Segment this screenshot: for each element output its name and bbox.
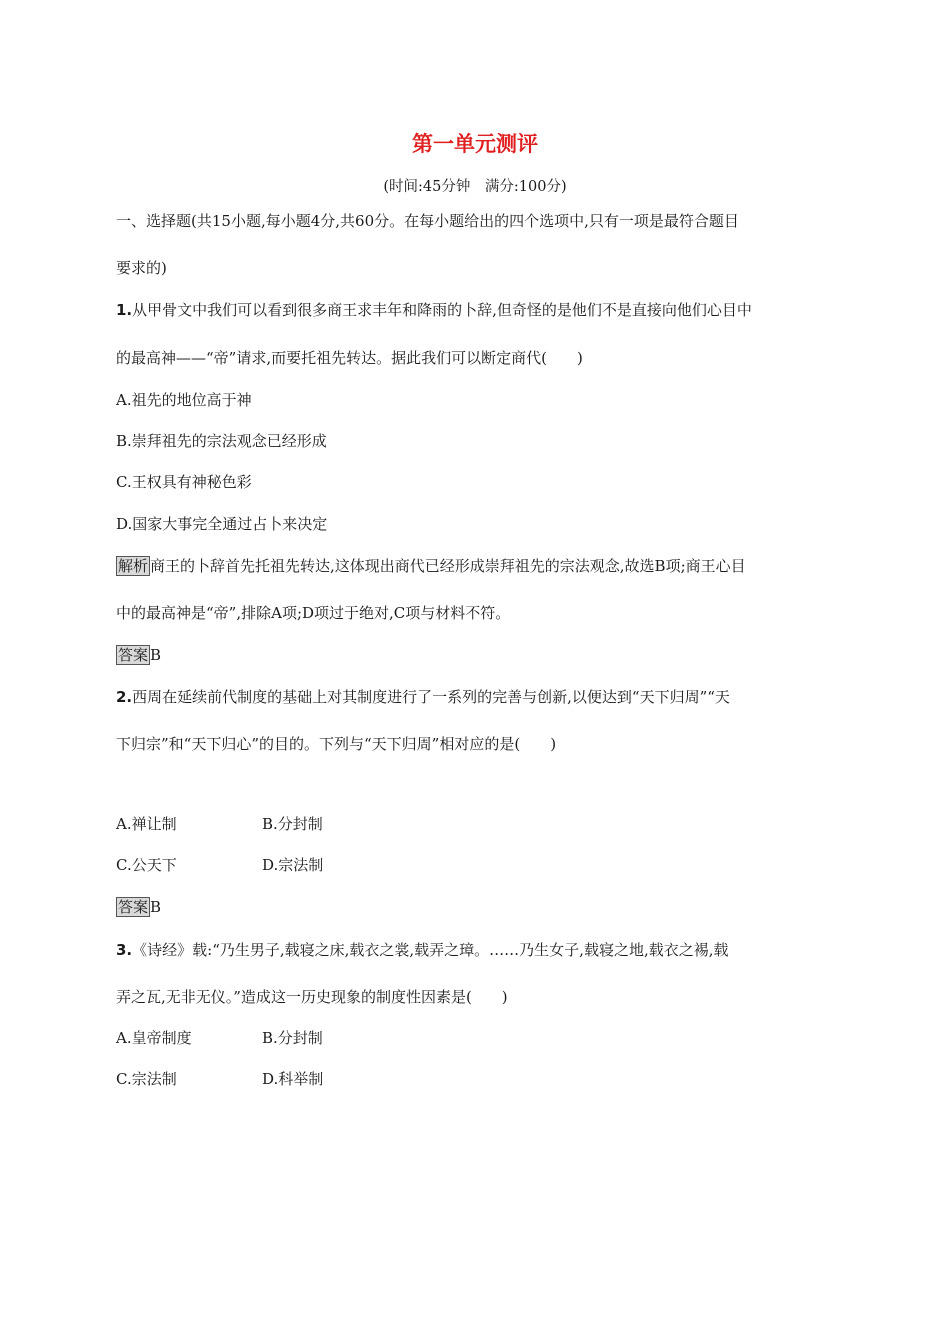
question-3-stem-line1 xyxy=(116,940,728,960)
question-2-option-a: A.禅让制 xyxy=(116,815,177,833)
question-number: 3. xyxy=(116,941,133,959)
question-3-options-row1 xyxy=(116,1028,192,1048)
answer-tag: 答案 xyxy=(118,646,149,664)
question-1-stem-line2: 的最高神——“帝”请求,而要托祖先转达。据此我们可以断定商代( ) xyxy=(116,349,583,367)
analysis-text: 商王的卜辞首先托祖先转达,这体现出商代已经形成崇拜祖先的宗法观念,故选B项;商王心目 xyxy=(150,557,746,575)
question-1-option-d: D.国家大事完全通过占卜来决定 xyxy=(116,515,328,533)
question-1-stem-line1 xyxy=(116,300,752,320)
question-number: 2. xyxy=(116,688,133,706)
answer-value: B xyxy=(150,646,162,664)
answer-value: B xyxy=(150,898,162,916)
section-instructions-line2: 要求的) xyxy=(116,259,167,277)
question-3-options-row2 xyxy=(116,1069,177,1089)
question-2-option-b: B.分封制 xyxy=(262,815,323,833)
analysis-tag: 解析 xyxy=(118,557,149,575)
question-2-stem-line1 xyxy=(116,687,730,707)
question-2-options-row2 xyxy=(116,855,177,875)
question-number: 1. xyxy=(116,301,133,319)
answer-tag: 答案 xyxy=(118,898,149,916)
question-2-options-row1 xyxy=(116,814,177,834)
question-2-option-c: C.公天下 xyxy=(116,856,177,874)
question-3-option-a: A.皇帝制度 xyxy=(116,1029,192,1047)
question-3-option-c: C.宗法制 xyxy=(116,1070,177,1088)
question-1-answer xyxy=(116,645,161,665)
question-3-stem-line2: 弄之瓦,无非无仪。”造成这一历史现象的制度性因素是( ) xyxy=(116,988,508,1006)
question-3-option-b: B.分封制 xyxy=(262,1029,323,1047)
question-3-option-d: D.科举制 xyxy=(262,1070,324,1088)
question-1-option-b: B.崇拜祖先的宗法观念已经形成 xyxy=(116,432,327,450)
question-1-analysis-line1 xyxy=(116,556,746,576)
section-instructions-line1: 一、选择题(共15小题,每小题4分,共60分。在每小题给出的四个选项中,只有一项是最符合题目 xyxy=(116,212,739,230)
question-1-option-a: A.祖先的地位高于神 xyxy=(116,391,252,409)
question-2-stem-line2: 下归宗”和“天下归心”的目的。下列与“天下归周”相对应的是( ) xyxy=(116,735,557,753)
question-1-option-c: C.王权具有神秘色彩 xyxy=(116,473,252,491)
question-2-option-d: D.宗法制 xyxy=(262,856,324,874)
question-1-analysis-line2: 中的最高神是“帝”,排除A项;D项过于绝对,C项与材料不符。 xyxy=(116,604,511,622)
question-2-answer xyxy=(116,897,161,917)
question-text: 从甲骨文中我们可以看到很多商王求丰年和降雨的卜辞,但奇怪的是他们不是直接向他们心目中 xyxy=(132,301,752,319)
question-text: 《诗经》载:“乃生男子,载寝之床,载衣之裳,载弄之璋。……乃生女子,载寝之地,载衣之裼,载 xyxy=(132,941,729,959)
page-title: 第一单元测评 xyxy=(412,132,538,156)
exam-time-score: (时间:45分钟 满分:100分) xyxy=(383,179,567,195)
question-text: 西周在延续前代制度的基础上对其制度进行了一系列的完善与创新,以便达到“天下归周”“天 xyxy=(132,688,730,706)
